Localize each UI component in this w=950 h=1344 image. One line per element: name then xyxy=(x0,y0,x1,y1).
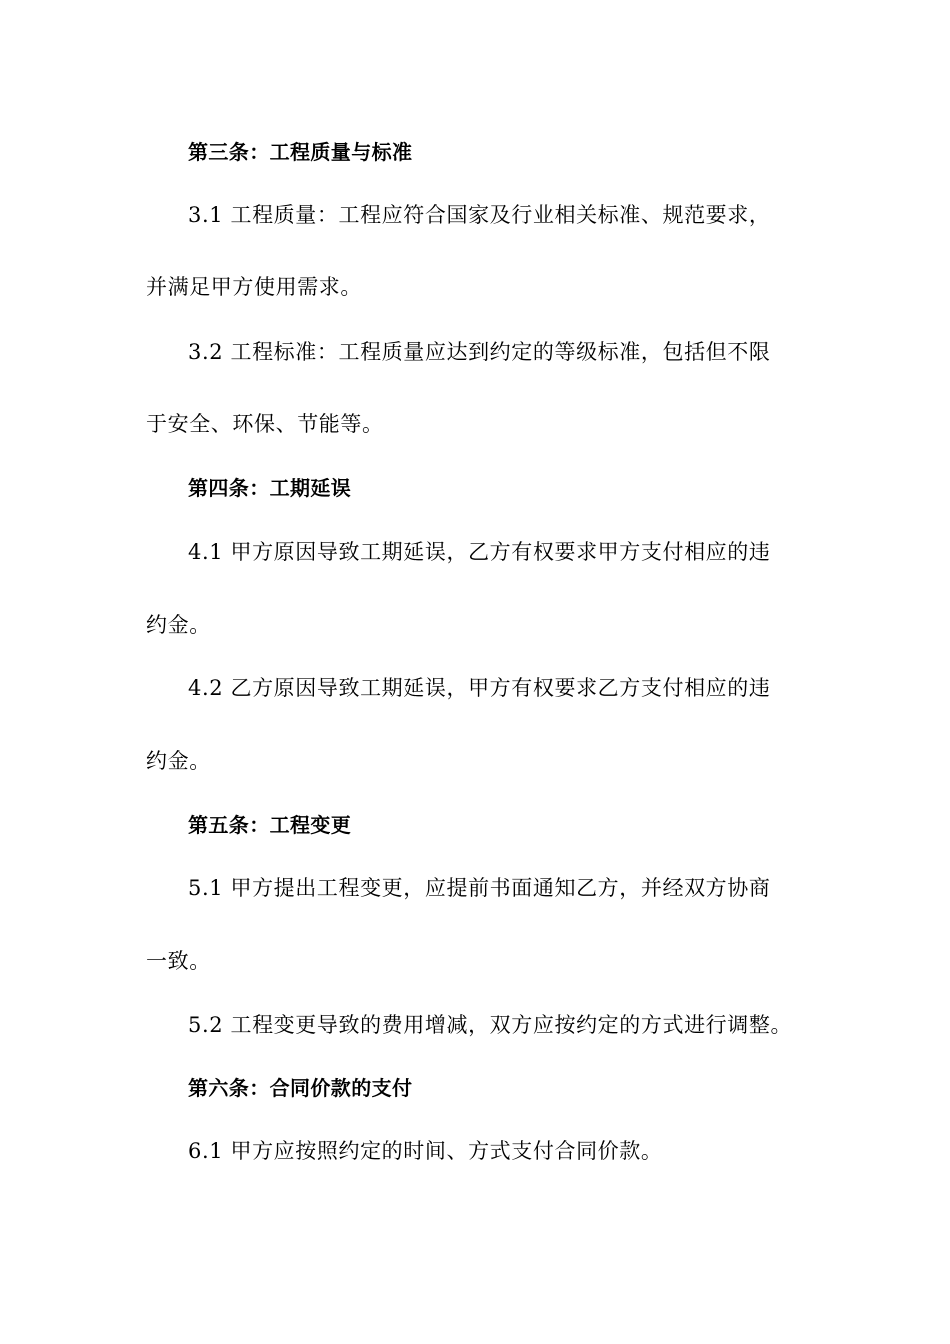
clause-4-1-line-2: 约金。 xyxy=(146,613,211,637)
clause-6-1-line-1: 6.1 甲方应按照约定的时间、方式支付合同价款。 xyxy=(188,1139,663,1163)
clause-5-1-line-1: 5.1 甲方提出工程变更，应提前书面通知乙方，并经双方协商 xyxy=(188,876,771,900)
clause-3-2-line-2: 于安全、环保、节能等。 xyxy=(146,412,384,436)
clause-3-1-line-2: 并满足甲方使用需求。 xyxy=(146,275,362,299)
section-5-heading: 第五条：工程变更 xyxy=(188,813,352,837)
clause-5-1-line-2: 一致。 xyxy=(146,949,211,973)
section-4-heading: 第四条：工期延误 xyxy=(188,476,352,500)
clause-4-2-line-2: 约金。 xyxy=(146,749,211,773)
clause-5-2-line-1: 5.2 工程变更导致的费用增减，双方应按约定的方式进行调整。 xyxy=(188,1013,793,1037)
clause-3-1-line-1: 3.1 工程质量：工程应符合国家及行业相关标准、规范要求， xyxy=(188,203,771,227)
clause-3-2-line-1: 3.2 工程标准：工程质量应达到约定的等级标准，包括但不限 xyxy=(188,340,771,364)
section-3-heading: 第三条：工程质量与标准 xyxy=(188,140,413,164)
clause-4-2-line-1: 4.2 乙方原因导致工期延误，甲方有权要求乙方支付相应的违 xyxy=(188,676,771,700)
section-6-heading: 第六条：合同价款的支付 xyxy=(188,1076,413,1100)
clause-4-1-line-1: 4.1 甲方原因导致工期延误，乙方有权要求甲方支付相应的违 xyxy=(188,540,771,564)
